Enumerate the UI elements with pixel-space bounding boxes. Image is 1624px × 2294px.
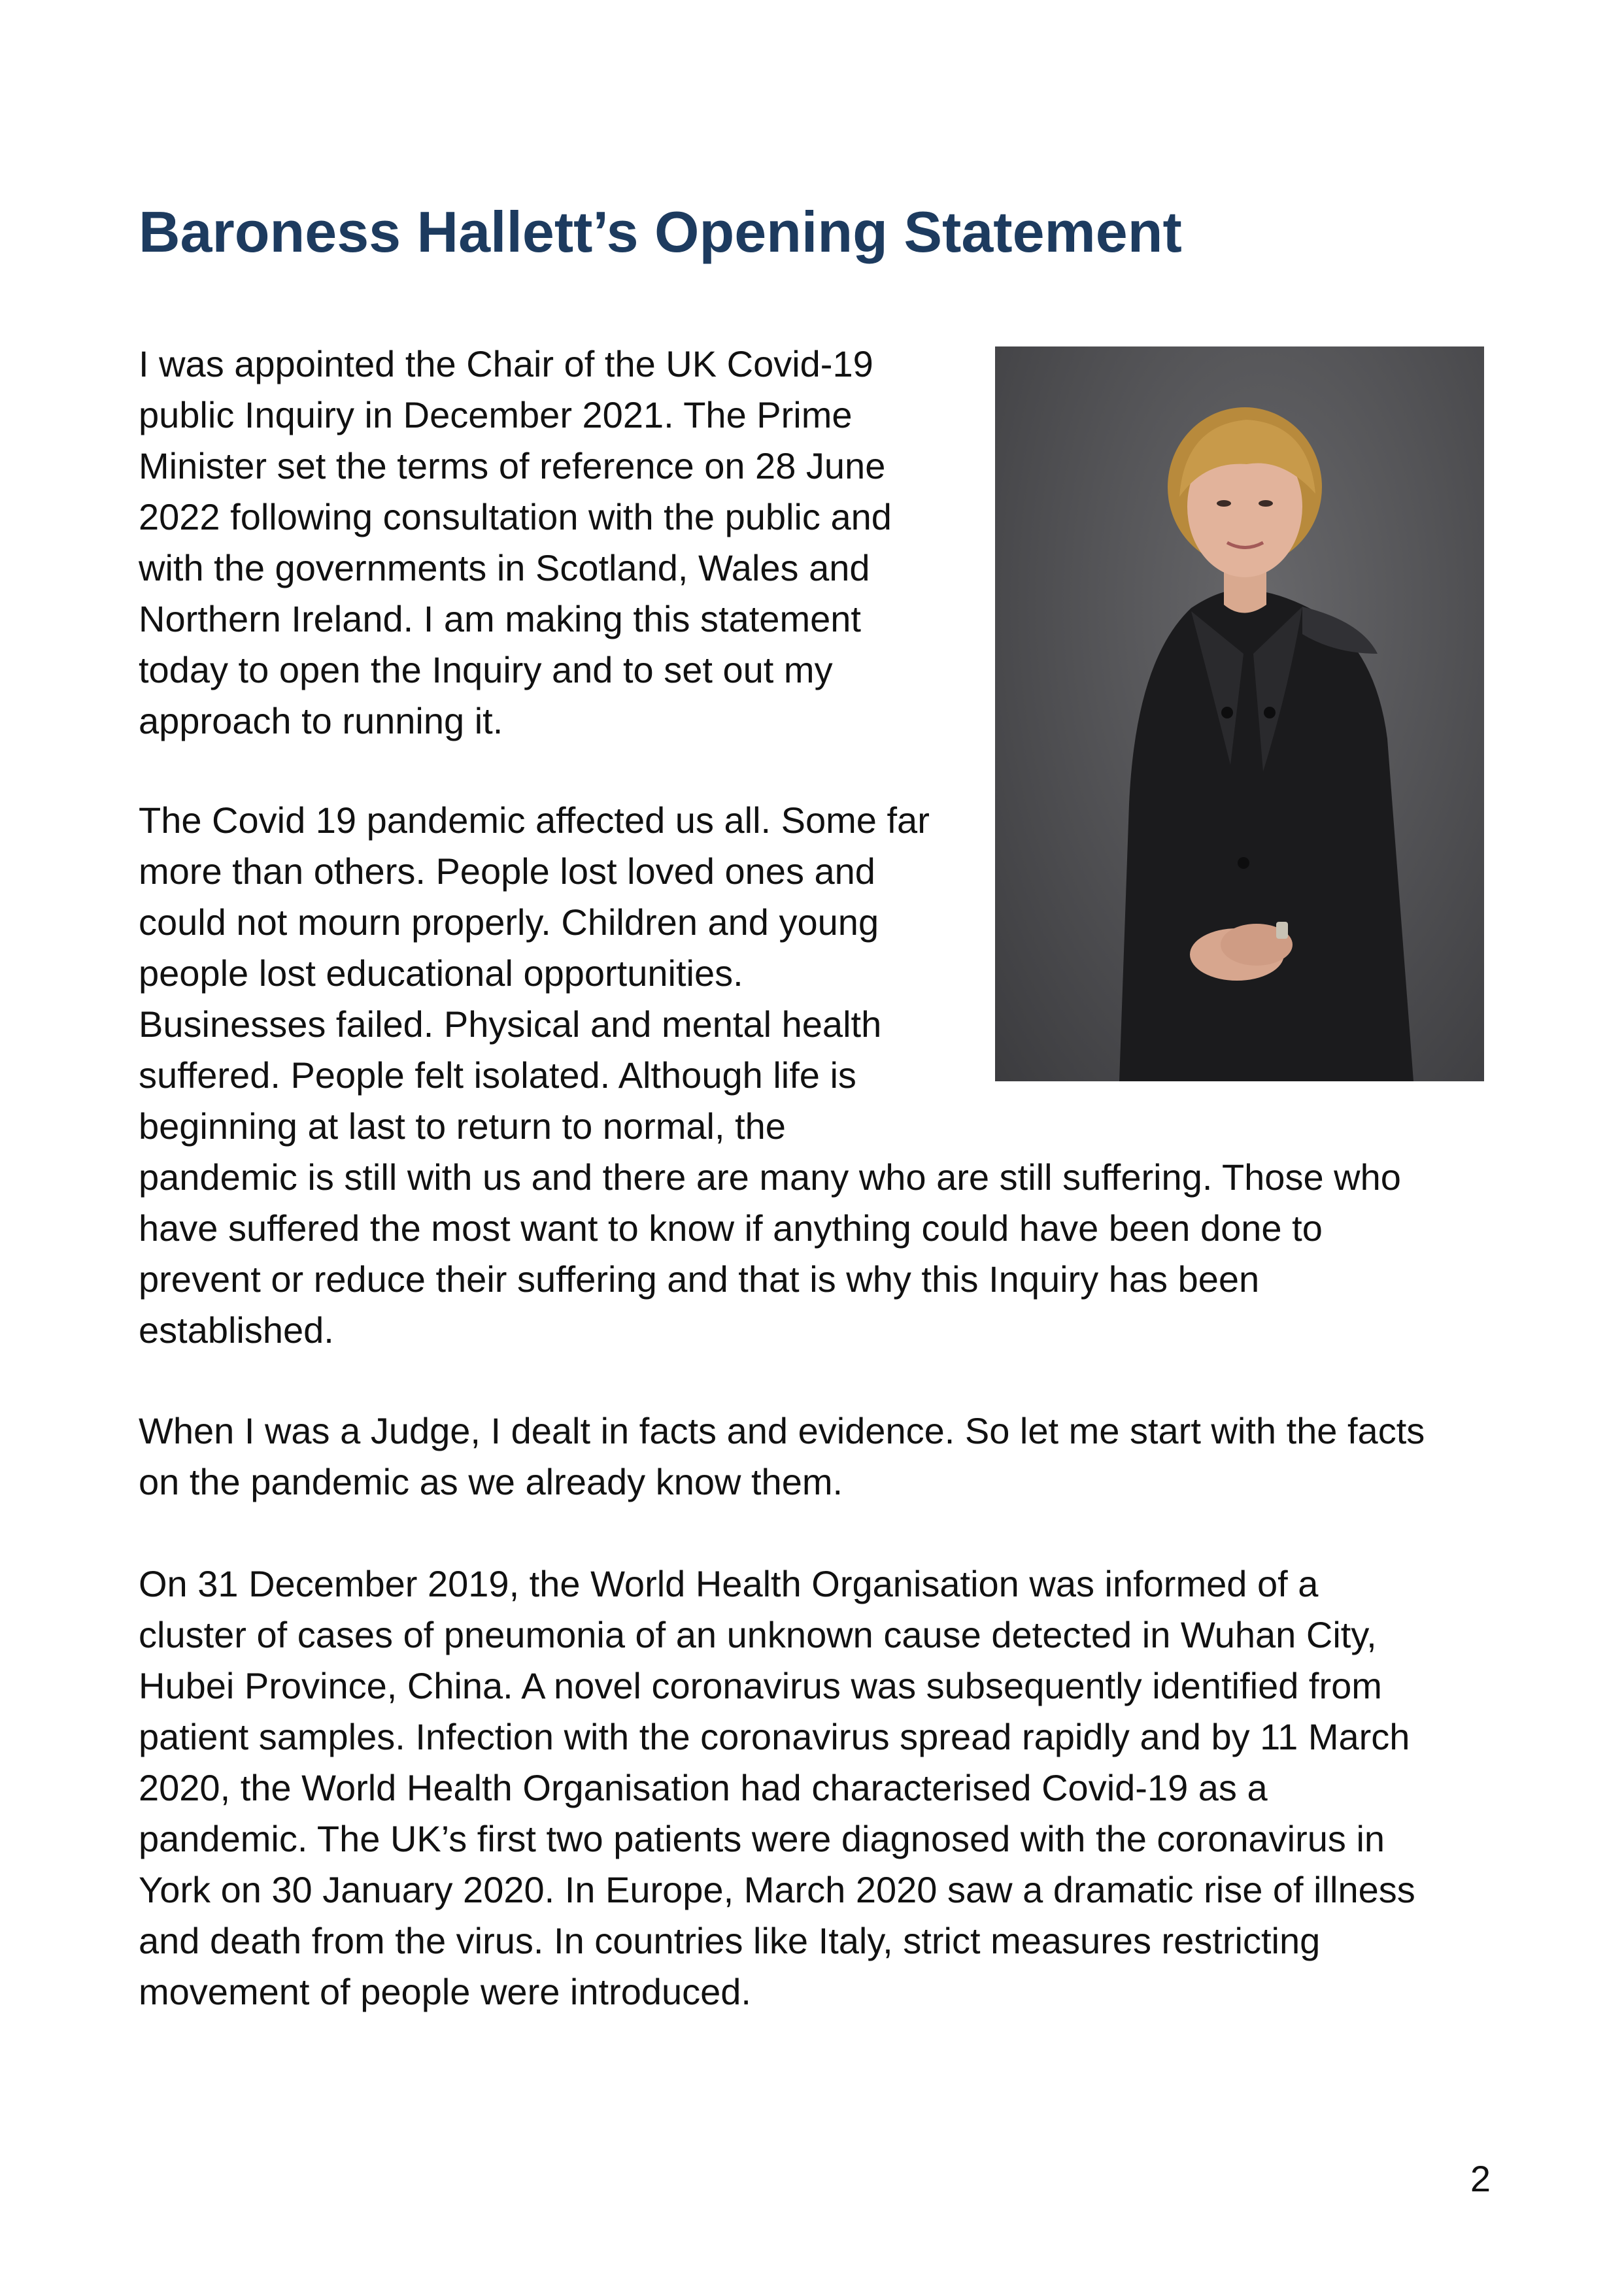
page-title: Baroness Hallett’s Opening Statement — [139, 199, 1182, 264]
text-line: beginning at last to return to normal, the — [139, 1105, 786, 1147]
text-line: When I was a Judge, I dealt in facts and evidence. So let me start with the facts — [139, 1410, 1425, 1451]
text-line: public Inquiry in December 2021. The Prime — [139, 394, 853, 435]
text-line: cluster of cases of pneumonia of an unknown cause detected in Wuhan City, — [139, 1614, 1377, 1655]
text-line: with the governments in Scotland, Wales and — [139, 547, 870, 588]
text-line: suffered. People felt isolated. Although life is — [139, 1054, 856, 1096]
text-line: pandemic. The UK’s first two patients were diagnosed with the coronavirus in — [139, 1818, 1385, 1859]
text-line: Businesses failed. Physical and mental health — [139, 1004, 882, 1045]
text-line: I was appointed the Chair of the UK Covid-19 — [139, 343, 873, 384]
text-line: patient samples. Infection with the coronavirus spread rapidly and by 11 March — [139, 1716, 1410, 1757]
text-line: have suffered the most want to know if anything could have been done to — [139, 1207, 1323, 1249]
text-line: pandemic is still with us and there are many who are still suffering. Those who — [139, 1156, 1401, 1198]
text-line: The Covid 19 pandemic affected us all. Some far — [139, 800, 930, 841]
paragraph-pandemic-impact — [139, 795, 1401, 1356]
text-line: today to open the Inquiry and to set out my — [139, 649, 833, 690]
paragraph-timeline — [139, 1559, 1415, 2017]
text-line: on the pandemic as we already know them. — [139, 1461, 843, 1502]
paragraph-facts-intro — [139, 1406, 1425, 1508]
text-line: established. — [139, 1309, 334, 1351]
text-line: approach to running it. — [139, 700, 503, 741]
text-line: and death from the virus. In countries like Italy, strict measures restricting — [139, 1920, 1321, 1961]
text-line: York on 30 January 2020. In Europe, March 2020 saw a dramatic rise of illness — [139, 1869, 1415, 1910]
paragraph-appointment — [139, 339, 892, 747]
text-line: Minister set the terms of reference on 28 June — [139, 445, 886, 486]
text-line: On 31 December 2019, the World Health Organisation was informed of a — [139, 1563, 1319, 1604]
text-line: people lost educational opportunities. — [139, 953, 743, 994]
text-line: Hubei Province, China. A novel coronavirus was subsequently identified from — [139, 1665, 1382, 1706]
text-line: 2022 following consultation with the public and — [139, 496, 892, 537]
text-line: 2020, the World Health Organisation had characterised Covid-19 as a — [139, 1767, 1268, 1808]
text-line: could not mourn properly. Children and young — [139, 902, 879, 943]
text-line: prevent or reduce their suffering and that is why this Inquiry has been — [139, 1258, 1260, 1300]
text-line: movement of people were introduced. — [139, 1971, 751, 2012]
page-number: 2 — [1470, 2158, 1491, 2199]
text-line: more than others. People lost loved ones and — [139, 851, 875, 892]
text-line: Northern Ireland. I am making this statement — [139, 598, 861, 639]
